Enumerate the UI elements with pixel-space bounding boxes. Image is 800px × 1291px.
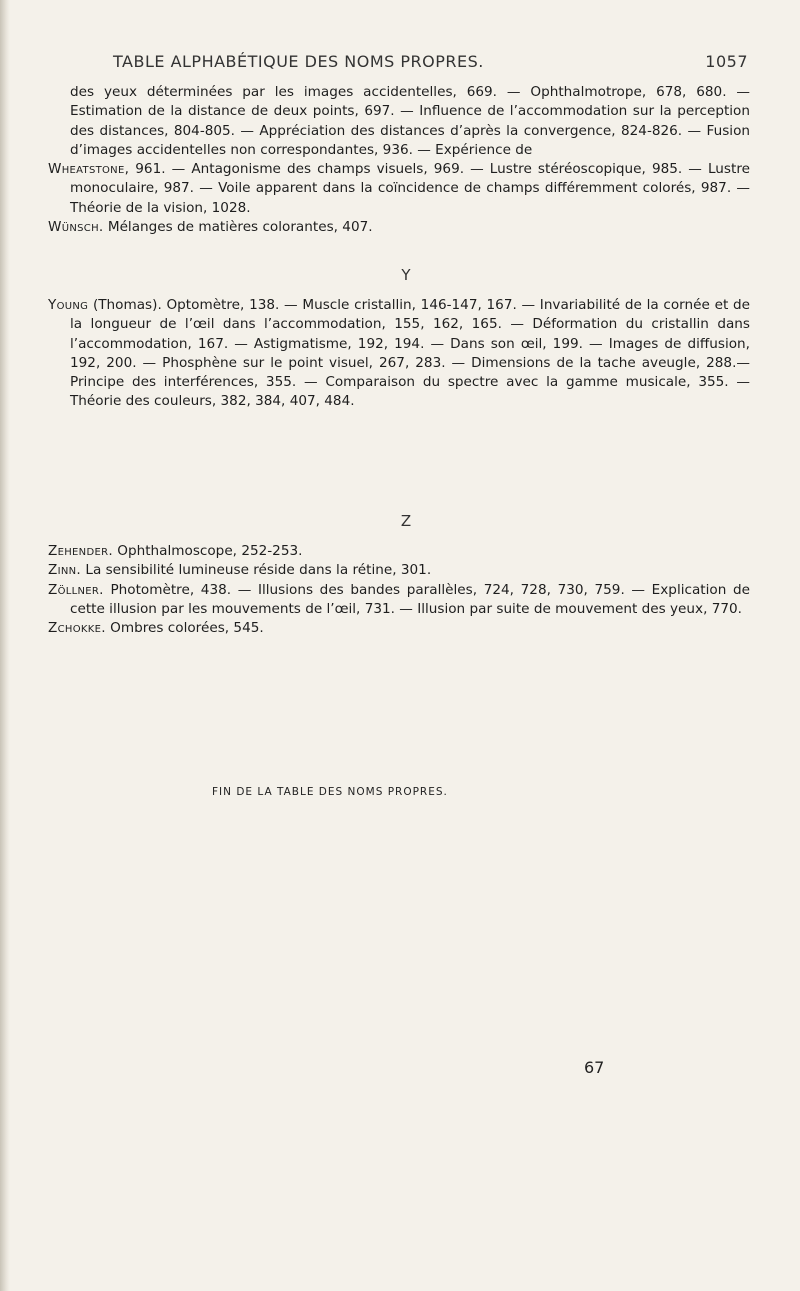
index-entry-wheatstone (48, 160, 750, 218)
page-number: 1057 (705, 52, 748, 71)
section-z (48, 542, 750, 638)
entry-text: Mélanges de matières colorantes, 407. (103, 219, 373, 236)
index-entry-zehender (48, 542, 750, 561)
entry-name: Young (48, 297, 89, 313)
entry-name: Zöllner. (48, 581, 104, 598)
index-entry-wunsch (48, 218, 750, 237)
entry-text: 961. — Antagonisme des champs visuels, 969. — Lustre stéréoscopique, 985. — Lustre monoculaire, 987. — Voile apparent dans la coïncidence de champs différemment colorés, 987. — Théorie de la vision, 1028. (70, 161, 750, 216)
book-spine-shadow (0, 0, 10, 1291)
entry-text: Ombres colorées, 545. (105, 620, 264, 637)
index-entry-young (48, 296, 750, 412)
entry-text: Ophthalmoscope, 252-253. (112, 543, 303, 559)
running-head-title: TABLE ALPHABÉTIQUE DES NOMS PROPRES. (113, 52, 484, 71)
entry-name: Wheatstone, (48, 161, 130, 178)
section-w (48, 83, 750, 237)
continued-entry-text: des yeux déterminées par les images accidentelles, 669. — Ophthalmotrope, 678, 680. — Estimation de la distance de deux points, 697. — Influence de l’accommodation sur la perception des distances, 804-805. — Appréciation des distances d’après la convergence, 824-826. — Fusion d’images accidentelles non correspondantes, 936. — Expérience de (70, 84, 750, 158)
index-entry-zchokke (48, 619, 750, 638)
index-entry-zollner (48, 581, 750, 620)
letter-heading-y: Y (401, 266, 411, 284)
running-head (48, 52, 748, 76)
entry-text: (Thomas). Optomètre, 138. — Muscle cristallin, 146-147, 167. — Invariabilité de la cornée et de la longueur de l’œil dans l’accommodation, 155, 162, 165. — Déformation du cristallin dans l’accommodation, 167. — Astigmatisme, 192, 194. — Dans son œil, 199. — Images de diffusion, 192, 200. — Phosphène sur le point visuel, 267, 283. — Dimensions de la tache aveugle, 288.— Principe des interférences, 355. — Comparaison du spectre avec la gamme musicale, 355. — Théorie des couleurs, 382, 384, 407, 484. (70, 297, 750, 410)
entry-text: La sensibilité lumineuse réside dans la rétine, 301. (81, 562, 432, 579)
entry-text: Photomètre, 438. — Illusions des bandes parallèles, 724, 728, 730, 759. — Explication de cette illusion par les mouvements de l’œil, 731. — Illusion par suite de mouvement des yeux, 770. (70, 581, 750, 617)
section-y (48, 296, 750, 412)
signature-folio: 67 (584, 1058, 605, 1077)
entry-name: Zinn. (48, 562, 82, 579)
entry-name: Wünsch. (48, 219, 104, 236)
entry-name: Zehender. (48, 543, 113, 559)
entry-name: Zchokke. (48, 620, 106, 637)
index-entry-zinn (48, 561, 750, 580)
end-of-table-note: FIN DE LA TABLE DES NOMS PROPRES. (212, 786, 448, 798)
letter-heading-z: Z (400, 512, 412, 530)
